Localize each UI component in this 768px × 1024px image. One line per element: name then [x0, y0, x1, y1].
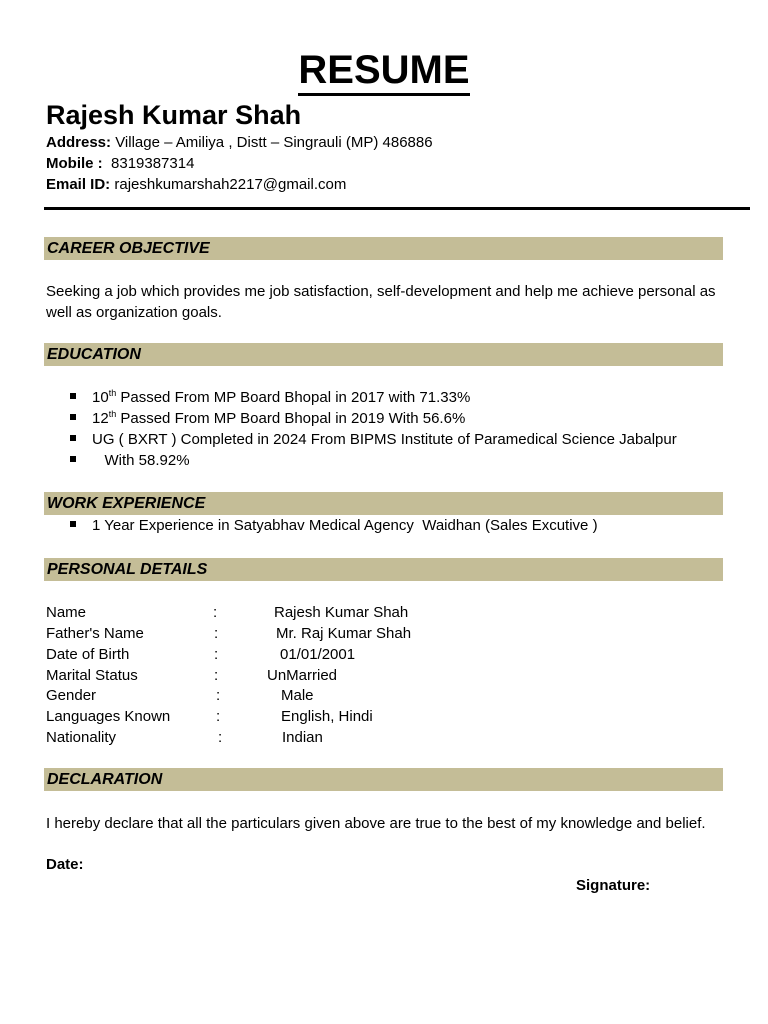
resume-title-text: RESUME — [298, 48, 469, 96]
education-item-text: 12 — [92, 410, 109, 427]
education-item — [70, 387, 470, 408]
bullet-square-icon — [70, 414, 76, 420]
detail-colon: : — [214, 625, 219, 642]
candidate-name: Rajesh Kumar Shah — [46, 100, 302, 130]
address-line — [46, 133, 433, 153]
detail-value: Rajesh Kumar Shah — [274, 604, 409, 621]
detail-colon: : — [213, 604, 218, 621]
education-band — [44, 343, 723, 366]
education-item-text: UG ( BXRT ) Completed in 2024 From BIPMS Institute of Paramedical Science Jabalpur — [92, 431, 677, 448]
education-item-text-rest: Passed From MP Board Bhopal in 2017 with 71.33% — [116, 389, 471, 406]
bullet-square-icon — [70, 456, 76, 462]
detail-label: Father's Name — [46, 625, 144, 642]
bullet-square-icon — [70, 435, 76, 441]
career-objective-text: Seeking a job which provides me job satisfaction, self-development and help me achieve personal as well as organization goals. — [46, 283, 716, 321]
detail-label: Date of Birth — [46, 646, 130, 663]
detail-label: Name — [46, 604, 87, 621]
bullet-square-icon — [70, 393, 76, 399]
declaration-heading: DECLARATION — [47, 771, 163, 788]
education-item-text: 10 — [92, 389, 109, 406]
date-label: Date: — [46, 856, 84, 873]
education-item-text: With 58.92% — [92, 452, 190, 469]
detail-value: UnMarried — [267, 667, 338, 684]
resume-title — [0, 46, 768, 94]
email-line — [46, 175, 346, 195]
address-label: Address: — [46, 134, 112, 151]
ordinal-suffix: th — [108, 409, 117, 419]
detail-value: 01/01/2001 — [280, 646, 356, 663]
detail-value: English, Hindi — [281, 708, 373, 725]
detail-colon: : — [218, 729, 223, 746]
detail-value: Male — [281, 687, 314, 704]
education-heading: EDUCATION — [47, 346, 141, 363]
mobile-line — [46, 154, 194, 174]
personal-details-heading: PERSONAL DETAILS — [47, 561, 208, 578]
mobile-label: Mobile : — [46, 155, 103, 172]
mobile-value: 8319387314 — [102, 155, 195, 172]
declaration-text: I hereby declare that all the particulars given above are true to the best of my knowledge and belief. — [46, 815, 706, 832]
signature-label: Signature: — [576, 877, 651, 894]
email-value: rajeshkumarshah2217@gmail.com — [110, 176, 347, 193]
ordinal-suffix: th — [108, 388, 117, 398]
detail-label: Marital Status — [46, 667, 138, 684]
bullet-square-icon — [70, 521, 76, 527]
work-experience-item — [70, 515, 598, 536]
education-item — [70, 450, 190, 471]
education-item-text-rest: Passed From MP Board Bhopal in 2019 With 56.6% — [116, 410, 466, 427]
detail-colon: : — [216, 708, 221, 725]
education-item — [70, 408, 465, 429]
work-experience-text: 1 Year Experience in Satyabhav Medical Agency Waidhan (Sales Excutive ) — [92, 517, 598, 534]
address-value: Village – Amiliya , Distt – Singrauli (MP) 486886 — [111, 134, 433, 151]
detail-label: Languages Known — [46, 708, 171, 725]
header-divider — [44, 207, 750, 210]
career-objective-heading: CAREER OBJECTIVE — [47, 240, 210, 257]
detail-label: Gender — [46, 687, 97, 704]
email-label: Email ID: — [46, 176, 111, 193]
detail-colon: : — [214, 646, 219, 663]
detail-colon: : — [214, 667, 219, 684]
detail-value: Indian — [282, 729, 323, 746]
detail-value: Mr. Raj Kumar Shah — [276, 625, 412, 642]
detail-colon: : — [216, 687, 221, 704]
education-item — [70, 429, 677, 450]
work-experience-heading: WORK EXPERIENCE — [47, 495, 206, 512]
detail-label: Nationality — [46, 729, 117, 746]
